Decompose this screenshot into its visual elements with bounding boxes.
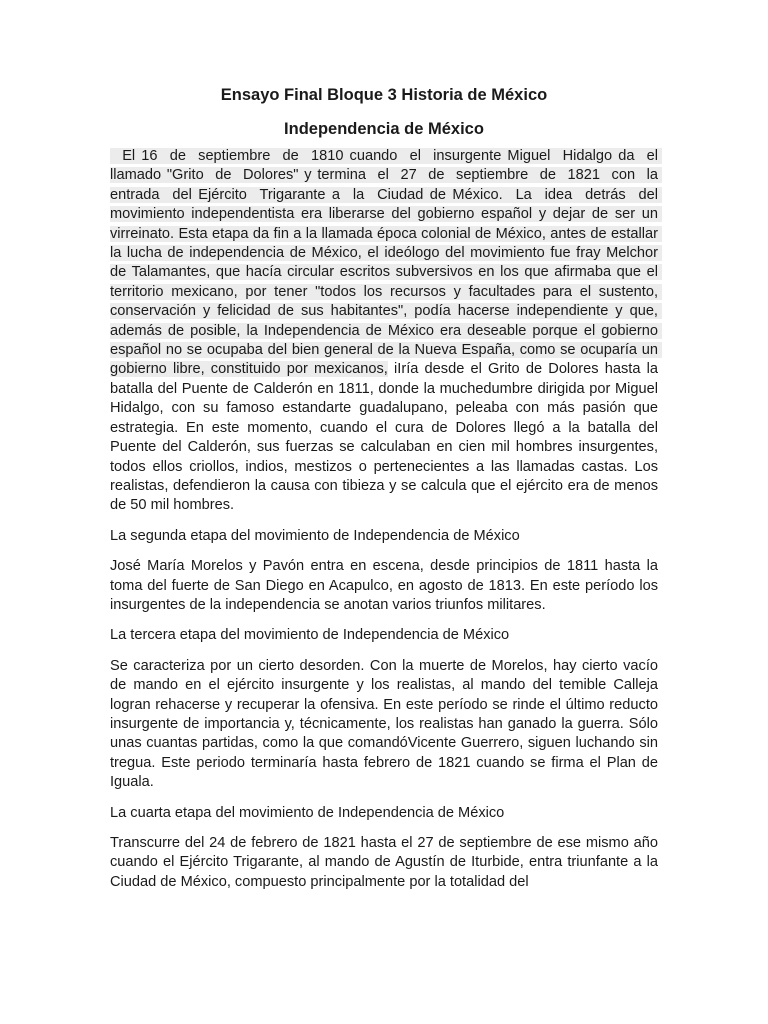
document-title: Ensayo Final Bloque 3 Historia de México bbox=[220, 86, 548, 104]
stage4-paragraph: Transcurre del 24 de febrero de 1821 hasta el 27 de septiembre de ese mismo año cuando el Ejército Trigarante, al mando de Agustín de Iturbide, entra triunfante a la Ciudad de México, compuesto principalmente por la totalidad del bbox=[110, 835, 658, 890]
stage2-paragraph: José María Morelos y Pavón entra en escena, desde principios de 1811 hasta la toma del fuerte de San Diego en Acapulco, en agosto de 1813. En este período los insurgentes de la independencia se anotan varios triunfos militares. bbox=[110, 558, 658, 613]
stage3-heading: La tercera etapa del movimiento de Independencia de México bbox=[110, 627, 510, 644]
stage2-heading: La segunda etapa del movimiento de Independencia de México bbox=[110, 527, 520, 544]
document-subtitle: Independencia de México bbox=[284, 120, 484, 138]
stage3-paragraph: Se caracteriza por un cierto desorden. Con la muerte de Morelos, hay cierto vacío de mando en el ejército insurgente y los realistas, al mando del temible Calleja logran rehacerse y recuperar la ofensiva. En este período se rinde el último reducto insurgente de importancia y, técnicamente, los realistas han ganado la guerra. Sólo unas cuantas partidas, como la que comandóVicente Guerrero, siguen luchando sin tregua. Este periodo terminaría hasta febrero de 1821 cuando se firma el Plan de Iguala. bbox=[110, 657, 658, 791]
intro-paragraph bbox=[110, 147, 663, 516]
intro-rest-text: iIría desde el Grito de Dolores hasta la batalla del Puente de Calderón en 1811, donde la muchedumbre dirigida por Miguel Hidalgo, con su famoso estandarte guadalupano, peleaba con más pasión que estrategia. En este momento, cuando el cura de Dolores llegó a la batalla del Puente del Calderón, sus fuerzas se calculaban en cien mil hombres insurgentes, todos ellos criollos, indios, mestizos o pertenecientes a las llamadas castas. Los realistas, defendieron la causa con tibieza y se calcula que el ejército era de menos de 50 mil hombres. bbox=[110, 361, 663, 514]
highlighted-text: El 16 de septiembre de 1810 cuando el insurgente Miguel Hidalgo da el llamado "Grito de Dolores" y termina el 27 de septiembre de 1821 con la entrada del Ejército Trigarante a la Ciudad de México. La idea detrás del movimiento independentista era liberarse del gobierno español y dejar de ser un virreinato. Esta etapa da fin a la llamada época colonial de México, antes de estallar la lucha de independencia de México, el ideólogo del movimiento fue fray Melchor de Talamantes, que hacía circular escritos subversivos en los que afirmaba que el territorio mexicano, por tener "todos los recursos y facultades para el sustento, conservación y felicidad de sus habitantes", podía hacerse independiente y que, además de posible, la Independencia de México era deseable porque el gobierno español no se ocupaba del bien general de la Nueva España, como se ocuparía un gobierno libre, constituido por mexicanos, bbox=[110, 148, 663, 378]
stage4-heading: La cuarta etapa del movimiento de Independencia de México bbox=[110, 804, 505, 821]
